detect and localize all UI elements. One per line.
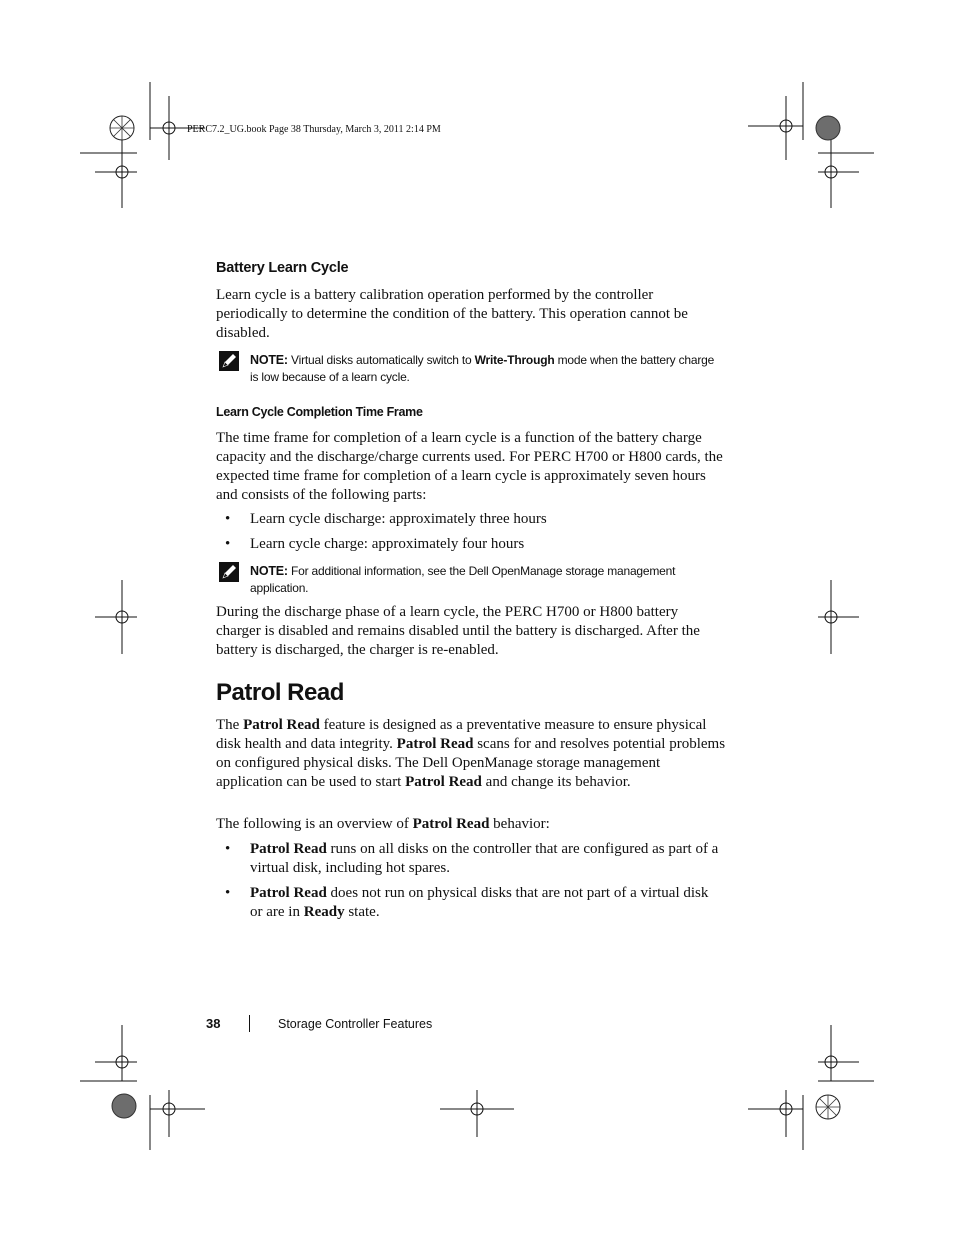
text: scans for and resolves potential problems on configured physical disks. The Dell OpenManage storage management application can be used to start — [216, 736, 726, 790]
discharge-paragraph: During the discharge phase of a learn cycle, the PERC H700 or H800 battery charger is disabled and remains disabled until the battery is discharged. After the battery is discharged, the charger is re-enabled. — [216, 604, 700, 658]
list-item: Learn cycle discharge: approximately three hours — [250, 511, 547, 527]
battery-learn-paragraph: Learn cycle is a battery calibration operation performed by the controller periodically to determine the condition of the battery. This operation cannot be disabled. — [216, 287, 688, 341]
note-text: mode when the battery charge is low because of a learn cycle. — [250, 353, 715, 384]
footer-divider — [249, 1015, 250, 1032]
text: does not run on physical disks that are not part of a virtual disk or are in — [250, 885, 709, 920]
term-patrol-read: Patrol Read — [250, 841, 327, 857]
term-patrol-read: Patrol Read — [250, 885, 327, 901]
overview-paragraph — [216, 815, 726, 834]
note-label: NOTE: — [250, 564, 288, 578]
note-text: Virtual disks automatically switch to — [287, 353, 475, 367]
text: The following is an overview of — [216, 816, 413, 832]
text: runs on all disks on the controller that are configured as part of a virtual disk, including hot spares. — [250, 841, 719, 876]
text: state. — [344, 904, 380, 920]
patrol-read-paragraph — [216, 716, 726, 792]
list-item — [250, 884, 720, 922]
note-pencil-icon — [218, 350, 240, 372]
text: and change its behavior. — [481, 774, 631, 790]
note-text: For additional information, see the Dell OpenManage storage management application. — [250, 564, 676, 595]
footer-chapter-title: Storage Controller Features — [278, 1017, 433, 1031]
bullet-glyph: • — [225, 511, 231, 527]
page-number: 38 — [206, 1016, 221, 1031]
bullet-glyph: • — [225, 536, 231, 552]
text: feature is designed as a preventative measure to ensure physical disk health and data integrity. — [216, 717, 707, 752]
book-slug: PERC7.2_UG.book Page 38 Thursday, March 3, 2011 2:14 PM — [187, 124, 441, 135]
section-heading-battery-learn-cycle: Battery Learn Cycle — [216, 260, 349, 276]
term-patrol-read: Patrol Read — [412, 816, 490, 832]
term-patrol-read: Patrol Read — [243, 717, 320, 733]
note-label: NOTE: — [250, 353, 288, 367]
note-keyword-write-through: Write-Through — [474, 353, 555, 367]
bullet-glyph: • — [225, 885, 231, 901]
text: The — [216, 717, 244, 733]
note-openmanage — [250, 563, 720, 597]
subheading-learn-cycle-completion: Learn Cycle Completion Time Frame — [216, 405, 423, 419]
text: behavior: — [489, 816, 550, 832]
section-heading-patrol-read: Patrol Read — [216, 679, 344, 706]
note-write-through — [250, 352, 720, 386]
term-patrol-read: Patrol Read — [396, 736, 474, 752]
list-item: Learn cycle charge: approximately four hours — [250, 536, 525, 552]
completion-paragraph: The time frame for completion of a learn cycle is a function of the battery charge capacity and the discharge/charge currents used. For PERC H700 or H800 cards, the expected time frame for completion of a learn cycle is approximately seven hours and consists of the following parts: — [216, 430, 723, 503]
term-patrol-read: Patrol Read — [405, 774, 482, 790]
note-pencil-icon — [218, 561, 240, 583]
bullet-glyph: • — [225, 841, 231, 857]
term-ready: Ready — [303, 904, 345, 920]
list-item — [250, 840, 720, 878]
